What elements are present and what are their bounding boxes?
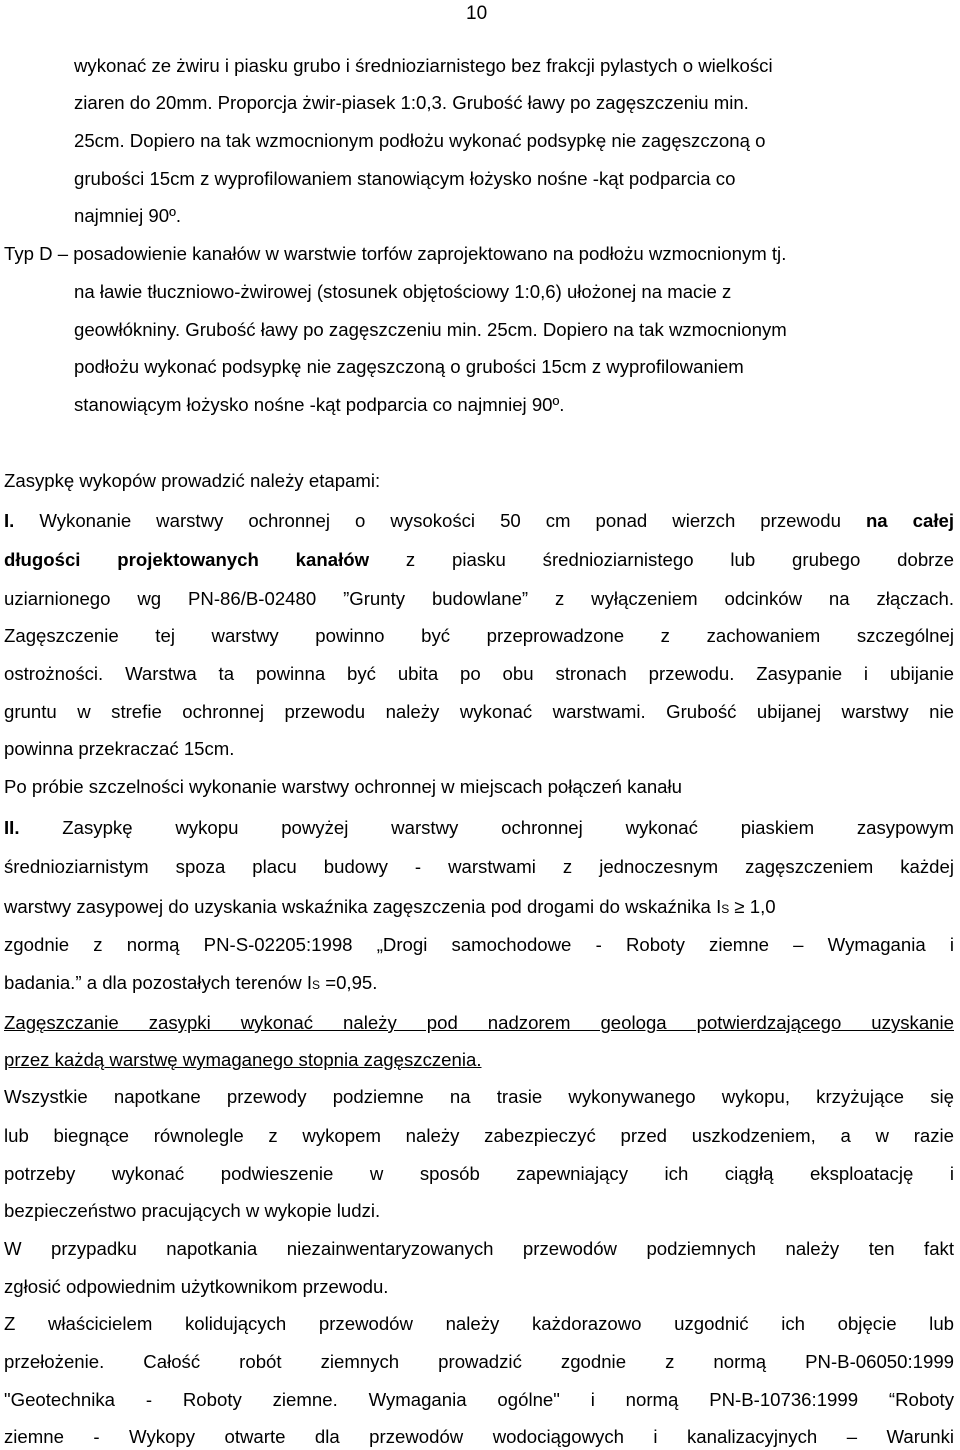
underlined-line: Zagęszczanie zasypki wykonać należy pod nadzorem geologa potwierdzającego uzyskanie [4,1012,954,1033]
typ-d-line: stanowiącym łożysko nośne -kąt podparcia co najmniej 90º. [74,394,565,415]
stage-2-line [4,896,776,920]
stage-2-line [4,972,377,996]
intro-line: 25cm. Dopiero na tak wzmocnionym podłożu wykonać podsypkę nie zagęszczoną o [74,130,766,151]
stage-2-line: średnioziarnistym spoza placu budowy - warstwami z jednoczesnym zagęszczeniem każdej [4,856,954,877]
closing-line: przełożenie. Całość robót ziemnych prowadzić zgodnie z normą PN-B-06050:1999 [4,1351,954,1372]
stage-1-line: ostrożności. Warstwa ta powinna być ubita po obu stronach przewodu. Zasypanie i ubijanie [4,663,954,684]
intro-line: najmniej 90º. [74,205,182,226]
stage-2-text: Zasypkę wykopu powyżej warstwy ochronnej wykonać piaskiem zasypowym [19,817,954,838]
stage-1-bold-text: na całej [865,510,954,531]
closing-line: W przypadku napotkania niezainwentaryzowanych przewodów podziemnych należy ten fakt [4,1238,954,1259]
proba-line: Po próbie szczelności wykonanie warstwy ochronnej w miejscach połączeń kanału [4,776,682,797]
typ-d-line: na ławie tłuczniowo-żwirowej (stosunek objętościowy 1:0,6) ułożonej na macie z [74,281,732,302]
stage-1-bold-text: długości projektowanych kanałów [4,549,370,570]
stage-2-text: ≥ 1,0 [729,896,776,917]
closing-line: bezpieczeństwo pracujących w wykopie ludzi. [4,1200,381,1221]
stage-1-line [4,510,954,532]
stage-1-line: powinna przekraczać 15cm. [4,738,235,759]
intro-line: wykonać ze żwiru i piasku grubo i średnioziarnistego bez frakcji pylastych o wielkości [74,55,773,76]
closing-line: ziemne - Wykopy otwarte dla przewodów wodociągowych i kanalizacyjnych – Warunki [4,1426,954,1447]
typ-d-line: Typ D – posadowienie kanałów w warstwie torfów zaprojektowano na podłożu wzmocnionym tj. [4,243,787,264]
stage-1-text: Wykonanie warstwy ochronnej o wysokości 50 cm ponad wierzch przewodu [14,510,866,531]
closing-line: lub biegnące równolegle z wykopem należy zabezpieczyć przed uszkodzeniem, a w razie [4,1125,954,1146]
page-number: 10 [466,3,488,24]
stage-2-line: zgodnie z normą PN-S-02205:1998 „Drogi samochodowe - Roboty ziemne – Wymagania i [4,934,954,955]
intro-line: grubości 15cm z wyprofilowaniem stanowiącym łożysko nośne -kąt podparcia co [74,168,736,189]
stage-2-text: badania.” a dla pozostałych terenów I [4,972,313,993]
stage-1-line: Zagęszczenie tej warstwy powinno być przeprowadzone z zachowaniem szczególnej [4,625,954,646]
stage-2-roman: II. [4,817,20,838]
stage-2-line [4,817,954,839]
zasypka-heading: Zasypkę wykopów prowadzić należy etapami: [4,470,381,491]
closing-line: "Geotechnika - Roboty ziemne. Wymagania ogólne" i normą PN-B-10736:1999 “Roboty [4,1389,954,1410]
stage-2-text: warstwy zasypowej do uzyskania wskaźnika zagęszczenia pod drogami do wskaźnika I [4,896,722,917]
underlined-line: przez każdą warstwę wymaganego stopnia zagęszczenia. [4,1049,482,1070]
closing-line: potrzeby wykonać podwieszenie w sposób zapewniający ich ciągłą eksploatację i [4,1163,954,1184]
closing-line: zgłosić odpowiednim użytkownikom przewodu. [4,1276,389,1297]
stage-1-text: z piasku średnioziarnistego lub grubego dobrze [369,549,954,570]
typ-d-line: podłożu wykonać podsypkę nie zagęszczoną o grubości 15cm z wyprofilowaniem [74,356,744,377]
stage-1-line [4,549,954,571]
subscript: S [312,978,321,992]
typ-d-line: geowłókniny. Grubość ławy po zagęszczeniu min. 25cm. Dopiero na tak wzmocnionym [74,319,787,340]
intro-line: ziaren do 20mm. Proporcja żwir-piasek 1:0,3. Grubość ławy po zagęszczeniu min. [74,92,749,113]
closing-line: Z właścicielem kolidujących przewodów należy każdorazowo uzgodnić ich objęcie lub [4,1313,954,1334]
stage-1-line: gruntu w strefie ochronnej przewodu należy wykonać warstwami. Grubość ubijanej warstwy nie [4,701,954,722]
subscript: S [721,902,730,916]
stage-2-text: =0,95. [320,972,378,993]
stage-1-roman: I. [4,510,15,531]
stage-1-line: uziarnionego wg PN-86/B-02480 ”Grunty budowlane” z wyłączeniem odcinków na złączach. [4,588,954,609]
closing-line: Wszystkie napotkane przewody podziemne na trasie wykonywanego wykopu, krzyżujące się [4,1086,954,1107]
